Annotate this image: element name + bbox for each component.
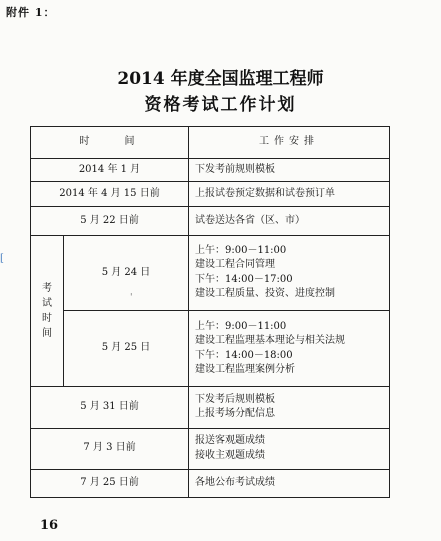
exam-date: 5 月 24 日 xyxy=(64,235,189,310)
row-work xyxy=(189,469,390,497)
exam-date: 5 月 25 日 xyxy=(64,310,189,386)
table-header-row xyxy=(31,127,390,159)
row-work xyxy=(189,182,390,207)
row-time: 2014 年 4 月 15 日前 xyxy=(31,182,189,207)
row-work xyxy=(189,207,390,235)
row-time: 2014 年 1 月 xyxy=(31,159,189,182)
session-line: 下午：14:00－17:00 xyxy=(195,273,293,285)
exam-time-label: 考试时间 xyxy=(31,235,64,387)
work-line: 上报试卷预定数据和试卷预订单 xyxy=(195,188,335,200)
table-row xyxy=(31,159,390,182)
work-line: 试卷送达各省（区、市） xyxy=(195,214,305,226)
exam-sessions xyxy=(189,235,390,310)
row-time: 7 月 25 日前 xyxy=(31,469,189,497)
session-line: 建设工程质量、投资、进度控制 xyxy=(195,288,335,300)
table-row xyxy=(31,469,390,497)
document-title: 2014 年度全国监理工程师 xyxy=(117,69,324,89)
work-line: 上报考场分配信息 xyxy=(195,408,275,420)
work-line: 下发考前规则模板 xyxy=(195,163,275,175)
session-line: 上午：9:00－11:00 xyxy=(195,320,287,332)
row-work xyxy=(189,428,390,469)
row-work xyxy=(189,387,390,428)
table-row-exam-day-2 xyxy=(31,310,390,386)
table-row xyxy=(31,428,390,469)
table-row xyxy=(31,387,390,428)
work-line: 各地公布考试成绩 xyxy=(195,477,275,489)
header-time: 时 间 xyxy=(31,127,189,159)
table-row-exam-day-1 xyxy=(31,235,390,310)
work-line: 接收主观题成绩 xyxy=(195,449,265,461)
work-line: 下发考后规则模板 xyxy=(195,393,275,405)
session-line: 建设工程监理基本理论与相关法规 xyxy=(195,335,345,347)
exam-schedule-table xyxy=(30,126,390,498)
session-line: 下午：14:00－18:00 xyxy=(195,349,293,361)
exam-sessions xyxy=(189,310,390,386)
work-line: 报送客观题成绩 xyxy=(195,435,265,447)
table-row xyxy=(31,207,390,235)
row-time: 7 月 3 日前 xyxy=(31,428,189,469)
margin-tick-mark: ' xyxy=(130,293,133,303)
session-line: 上午：9:00－11:00 xyxy=(195,244,287,256)
attachment-label: 附件 1： xyxy=(6,6,56,19)
session-line: 建设工程监理案例分析 xyxy=(195,364,295,376)
row-time: 5 月 22 日前 xyxy=(31,207,189,235)
document-subtitle: 资格考试工作计划 xyxy=(144,95,297,115)
row-time: 5 月 31 日前 xyxy=(31,387,189,428)
margin-bracket-mark: [ xyxy=(0,253,4,264)
table-row xyxy=(31,182,390,207)
row-work xyxy=(189,159,390,182)
page-number: 16 xyxy=(40,518,59,533)
header-work: 工作安排 xyxy=(189,127,390,159)
session-line: 建设工程合同管理 xyxy=(195,259,275,271)
